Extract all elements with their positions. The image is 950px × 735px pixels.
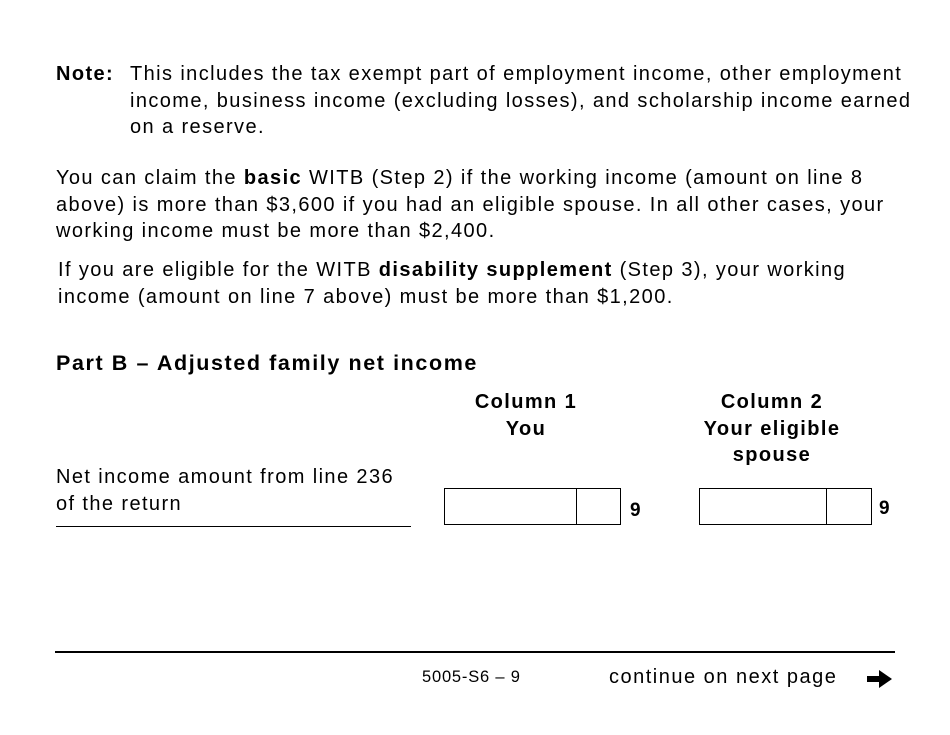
column-1-amount-field[interactable]	[444, 488, 621, 525]
label-underline	[56, 526, 411, 527]
column-2-title: Column 2	[720, 391, 824, 413]
form-code: 5005-S6 – 9	[422, 668, 521, 686]
column-1-title: Column 1	[474, 391, 578, 413]
para2-text-start: If you are eligible for the WITB	[58, 259, 379, 281]
line-number-9-col2: 9	[879, 498, 890, 519]
note-text: This includes the tax exempt part of employment income, other employment income, business income (excluding losses), and scholarship income earned on a reserve.	[130, 63, 912, 138]
column-2-subtitle-line2: spouse	[732, 444, 812, 466]
para2-bold-disability: disability supplement	[378, 259, 613, 281]
column-2-amount-field[interactable]	[699, 488, 872, 525]
column-2-header	[672, 389, 872, 469]
continue-text: continue on next page	[609, 666, 838, 688]
column-2-cents-divider	[826, 489, 827, 524]
basic-witb-paragraph	[56, 165, 916, 245]
right-arrow-icon	[866, 667, 894, 691]
note-label: Note:	[56, 63, 115, 85]
net-income-label: Net income amount from line 236 of the return	[56, 466, 394, 515]
para1-bold-basic: basic	[243, 167, 303, 189]
column-2-subtitle-line1: Your eligible	[703, 417, 841, 440]
column-1-header	[426, 389, 626, 442]
para1-text-end: WITB (Step 2) if the working income (amount on line 8 above) is more than $3,600 if you had an eligible spouse. In all other cases, your working income must be more than $2,400.	[56, 167, 885, 242]
column-1-cents-divider	[576, 489, 577, 524]
part-b-heading: Part B – Adjusted family net income	[56, 351, 478, 375]
disability-supplement-paragraph	[58, 257, 918, 310]
note-block	[56, 61, 916, 141]
column-1-subtitle: You	[505, 417, 547, 440]
footer-rule	[55, 651, 895, 653]
para2-text-end: (Step 3), your working income (amount on line 7 above) must be more than $1,200.	[58, 259, 847, 308]
para1-text-start: You can claim the	[56, 167, 244, 189]
line-number-9-col1: 9	[630, 500, 641, 521]
